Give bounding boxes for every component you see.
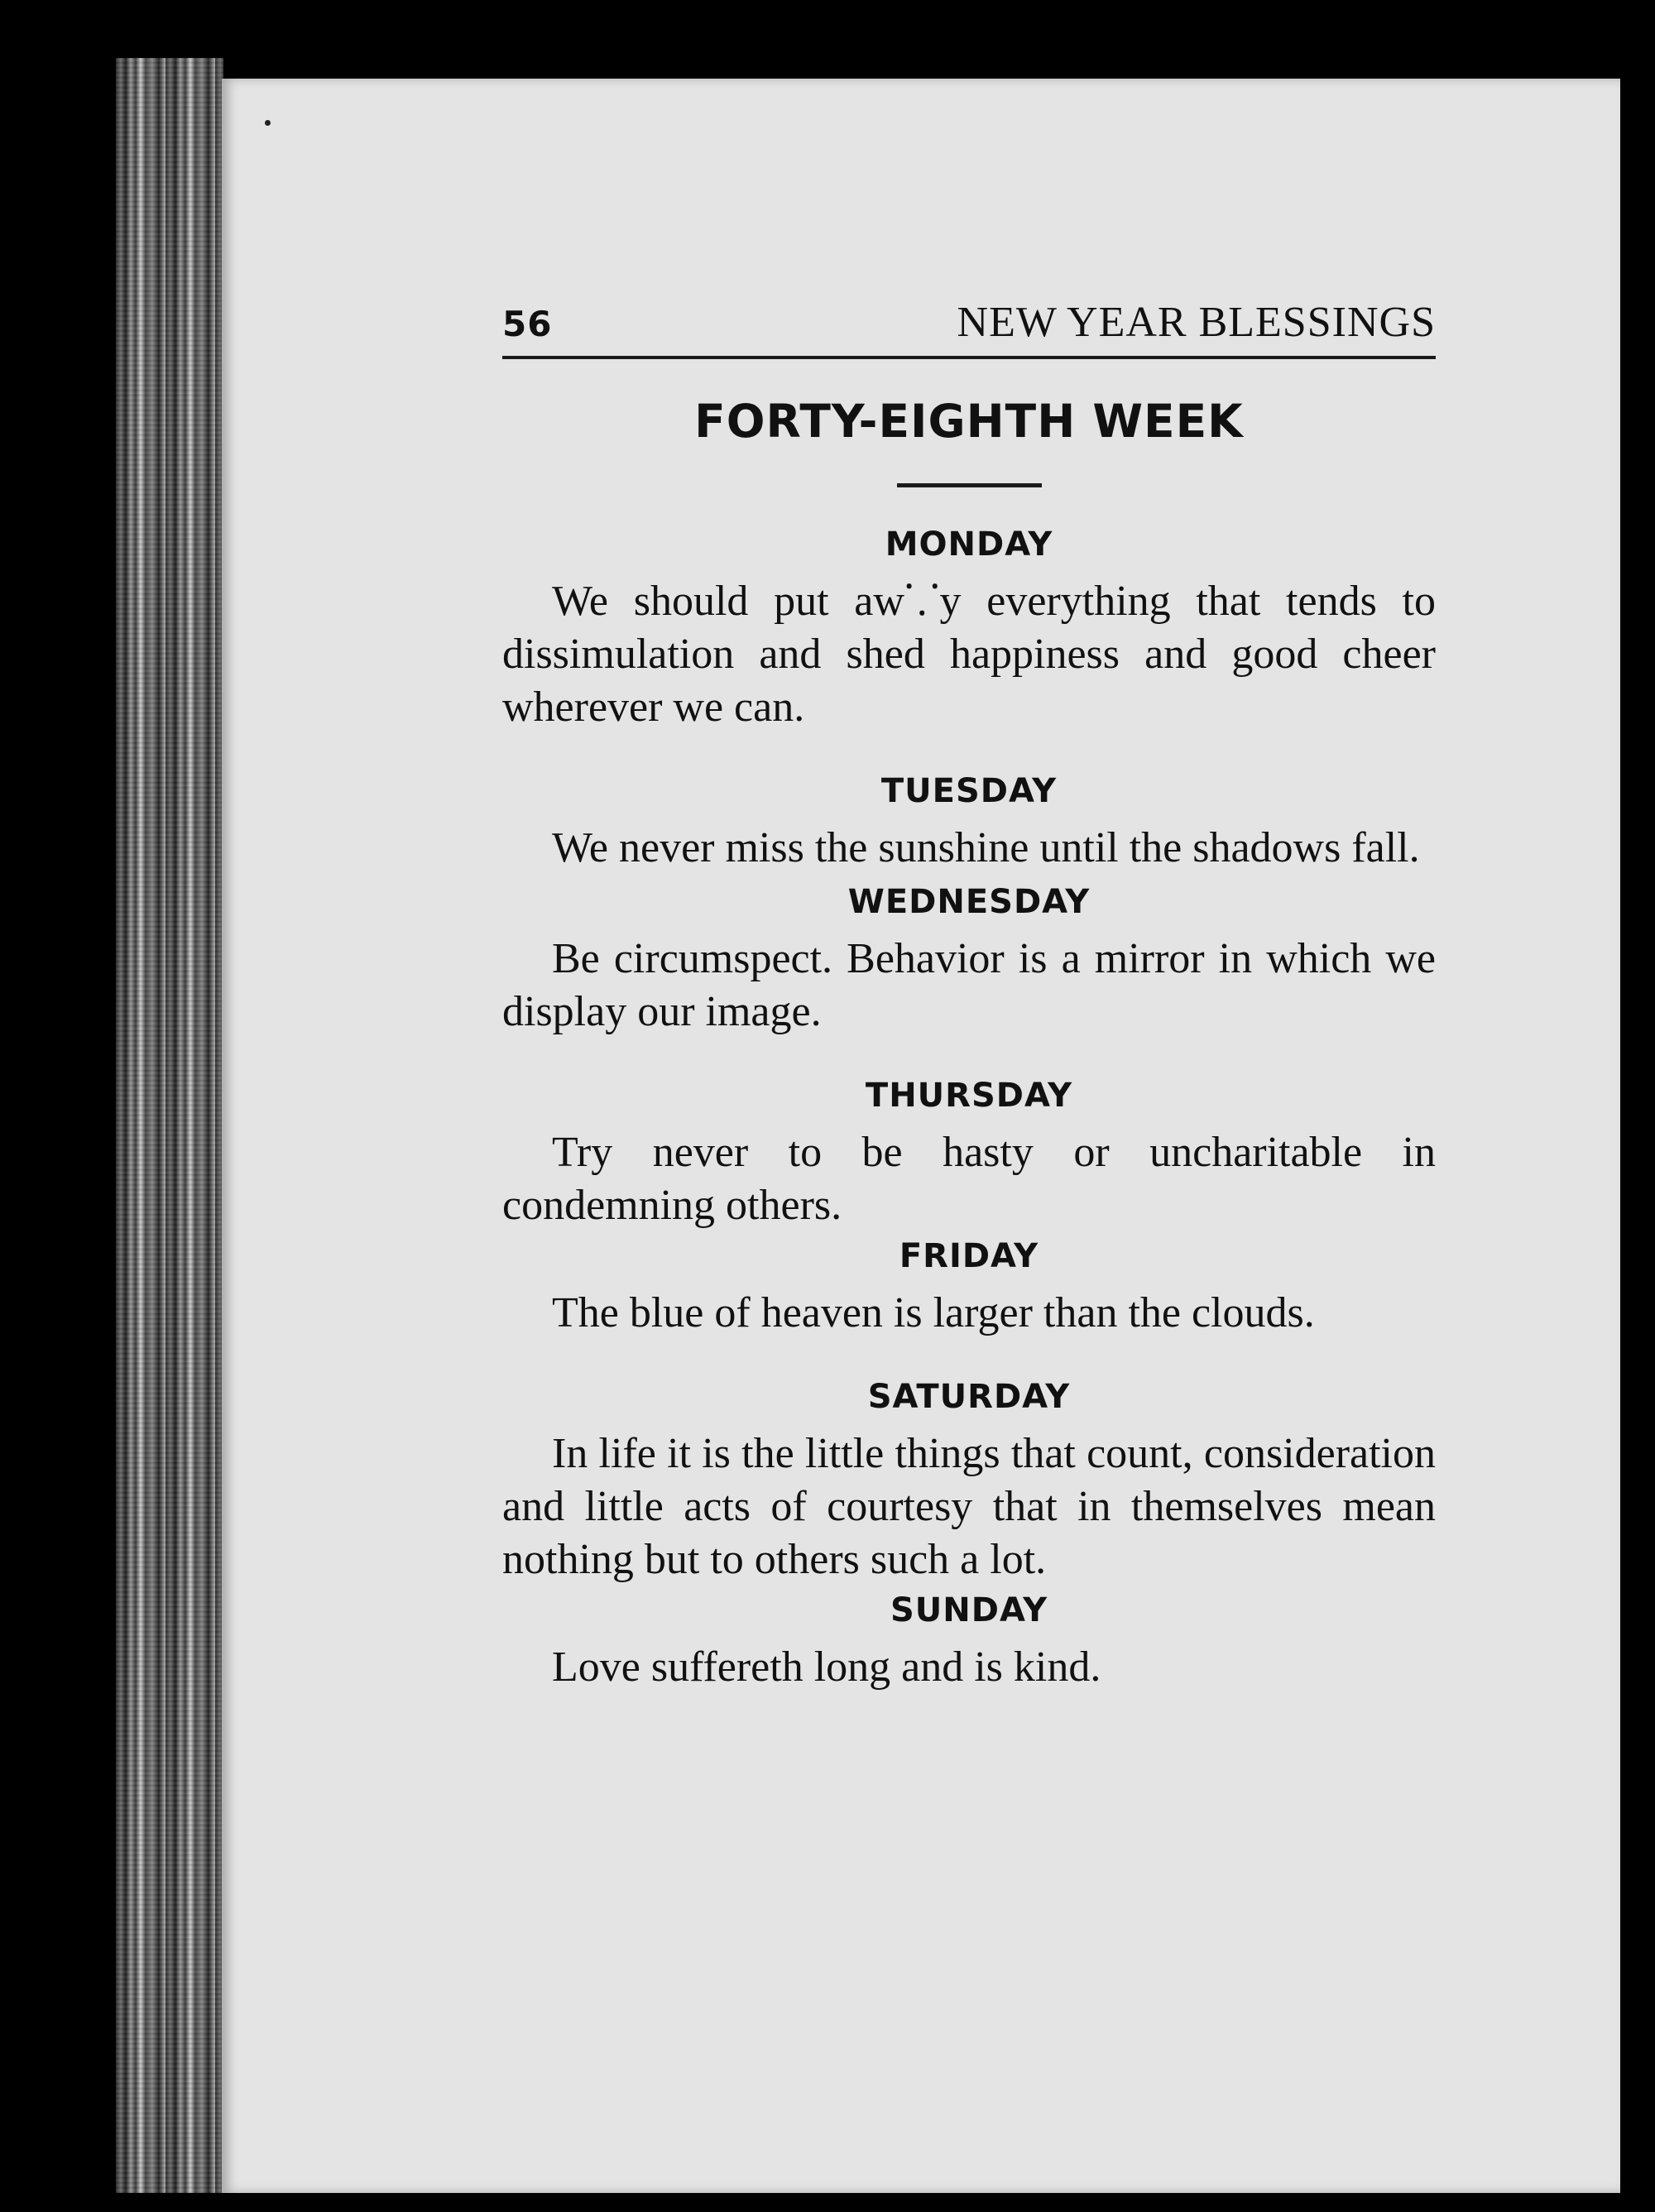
day-text: The blue of heaven is larger than the clouds.: [552, 1289, 1315, 1336]
book-title: NEW YEAR BLESSINGS: [957, 299, 1436, 346]
day-text: Be circumspect. Behavior is a mirror in which we display our image.: [502, 935, 1436, 1035]
day-entry-sunday: [502, 1588, 1436, 1694]
day-text: We should put aw⸪y everything that tends to dissimulation and shed happiness and good cheer wherever we can.: [502, 578, 1436, 731]
running-head: [502, 298, 1436, 359]
day-heading: WEDNESDAY: [847, 883, 1091, 921]
day-entry-saturday: [502, 1375, 1436, 1586]
day-entry-tuesday: [502, 769, 1436, 875]
day-heading: TUESDAY: [880, 772, 1058, 810]
page-content: [502, 298, 1436, 1694]
ink-speck: [265, 120, 271, 126]
day-entry-thursday: [502, 1073, 1436, 1232]
day-text: In life it is the little things that count, consideration and little acts of courtesy that in themselves mean nothing but to others such a lot.: [502, 1430, 1436, 1583]
day-entry-friday: [502, 1234, 1436, 1340]
day-text: Try never to be hasty or uncharitable in condemning others.: [502, 1129, 1436, 1229]
day-entry-monday: [502, 522, 1436, 734]
book-spine-texture: [116, 58, 223, 2193]
page-number: 56: [502, 304, 553, 344]
day-text: Love suffereth long and is kind.: [552, 1643, 1101, 1691]
day-text: We never miss the sunshine until the shadows fall.: [552, 824, 1420, 871]
title-rule: [897, 483, 1042, 487]
week-title: FORTY-EIGHTH WEEK: [694, 395, 1244, 448]
day-heading: SATURDAY: [867, 1378, 1071, 1416]
day-entry-wednesday: [502, 880, 1436, 1039]
day-heading: FRIDAY: [899, 1237, 1039, 1275]
day-heading: SUNDAY: [890, 1591, 1048, 1629]
day-heading: MONDAY: [885, 525, 1053, 564]
day-heading: THURSDAY: [865, 1077, 1073, 1115]
